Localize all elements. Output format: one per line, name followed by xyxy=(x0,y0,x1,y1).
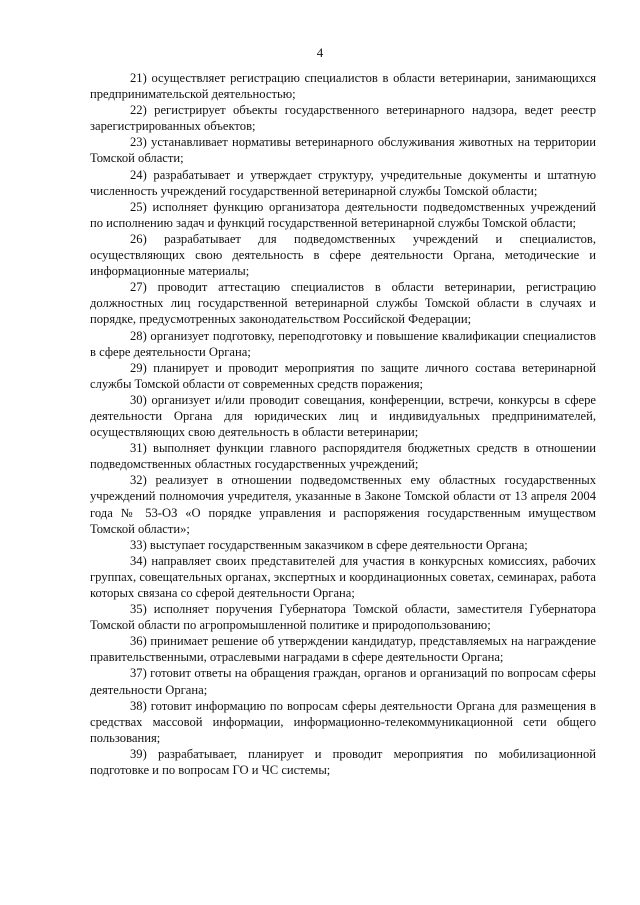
list-item-37: 37) готовит ответы на обращения граждан, органов и организаций по вопросам сферы деятельности Органа; xyxy=(90,666,596,697)
list-item-28: 28) организует подготовку, переподготовку и повышение квалификации специалистов в сфере деятельности Органа; xyxy=(90,328,596,359)
list-item-33: 33) выступает государственным заказчиком в сфере деятельности Органа; xyxy=(130,537,528,552)
list-item-27: 27) проводит аттестацию специалистов в области ветеринарии, регистрацию должностных лиц государственной ветеринарной службы Томской области в случаях и порядке, предусмотренных законодательством Российской Федерации; xyxy=(90,280,596,327)
list-item-29: 29) планирует и проводит мероприятия по защите личного состава ветеринарной службы Томской области от современных средств поражения; xyxy=(90,360,596,391)
list-item-35: 35) исполняет поручения Губернатора Томской области, заместителя Губернатора Томской области по агропромышленной политике и природопользованию; xyxy=(90,602,596,633)
document-body xyxy=(90,70,596,778)
list-item-38: 38) готовит информацию по вопросам сферы деятельности Органа для размещения в средствах массовой информации, информационно-телекоммуникационной сети общего пользования; xyxy=(90,698,596,745)
list-item-22: 22) регистрирует объекты государственного ветеринарного надзора, ведет реестр зарегистрированных объектов; xyxy=(90,103,596,134)
list-item-36: 36) принимает решение об утверждении кандидатур, представляемых на награждение правительственными, отраслевыми наградами в сфере деятельности Органа; xyxy=(90,634,596,665)
list-item-31: 31) выполняет функции главного распорядителя бюджетных средств в отношении подведомственных областных государственных учреждений; xyxy=(90,441,596,472)
list-item-32: 32) реализует в отношении подведомственных ему областных государственных учреждений полномочия учредителя, указанные в Законе Томской области от 13 апреля 2004 года № 53-ОЗ «О порядке управления и распоряжения государственным имуществом Томской области»; xyxy=(90,473,596,536)
list-item-34: 34) направляет своих представителей для участия в конкурсных комиссиях, рабочих группах, совещательных органах, экспертных и координационных советах, семинарах, работа которых связана со сферой деятельности Органа; xyxy=(90,553,596,600)
list-item-25: 25) исполняет функцию организатора деятельности подведомственных учреждений по исполнению задач и функций государственной ветеринарной службы Томской области; xyxy=(90,199,596,230)
list-item-23: 23) устанавливает нормативы ветеринарного обслуживания животных на территории Томской области; xyxy=(90,135,596,166)
list-item-24: 24) разрабатывает и утверждает структуру, учредительные документы и штатную численность учреждений государственной ветеринарной службы Томской области; xyxy=(90,167,596,198)
page-number: 4 xyxy=(316,45,324,60)
list-item-30: 30) организует и/или проводит совещания, конференции, встречи, конкурсы в сфере деятельности Органа для юридических лиц и индивидуальных предпринимателей, осуществляющих свою деятельность в области ветеринарии; xyxy=(90,392,596,440)
list-item-26: 26) разрабатывает для подведомственных учреждений и специалистов, осуществляющих свою деятельность в сфере деятельности Органа, методические и информационные материалы; xyxy=(90,231,596,279)
list-item-39: 39) разрабатывает, планирует и проводит мероприятия по мобилизационной подготовке и по вопросам ГО и ЧС системы; xyxy=(90,746,596,778)
list-item-21: 21) осуществляет регистрацию специалистов в области ветеринарии, занимающихся предпринимательской деятельностью; xyxy=(90,71,596,102)
